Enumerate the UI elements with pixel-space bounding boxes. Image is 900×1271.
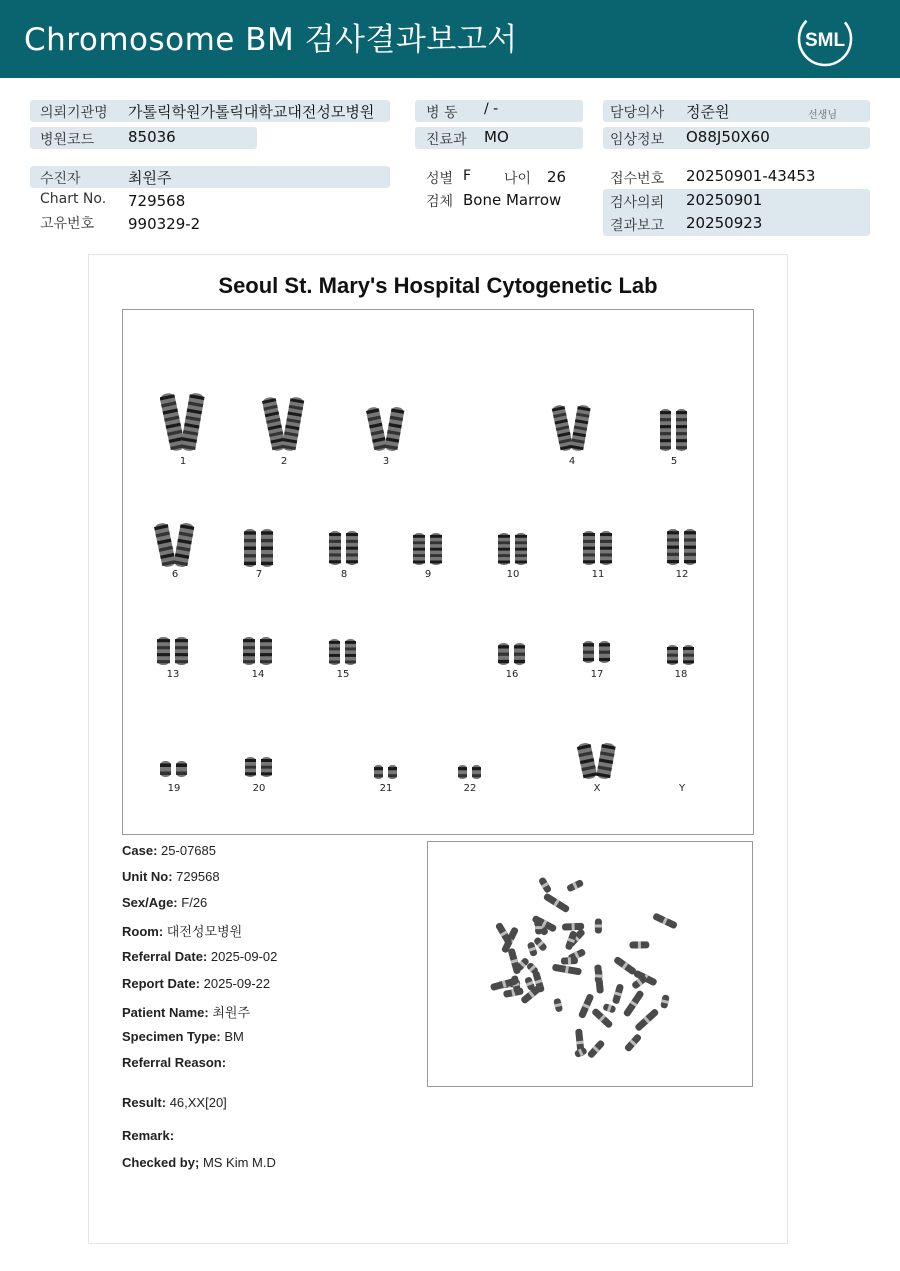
case-row: [122, 843, 216, 858]
unit-row: [122, 869, 220, 884]
chromosome-pair-7: [239, 526, 279, 570]
unit-label: Unit No:: [122, 869, 173, 884]
referral-reason-row: [122, 1055, 226, 1070]
chromosome-label-12: 12: [675, 569, 689, 580]
chromosome-pair-13: [152, 634, 194, 668]
doctor-label: 담당의사: [610, 105, 665, 121]
patient-name-value: 최원주: [212, 1005, 251, 1020]
chromosome-label-19: 19: [167, 783, 181, 794]
chromosome-label-5: 5: [670, 456, 678, 467]
cytogenetic-report: [88, 254, 788, 1244]
page-title: Chromosome BM 검사결과보고서: [24, 22, 518, 58]
ward-label: 병 동: [426, 105, 458, 121]
dept-value: MO: [484, 128, 509, 146]
id-label: 고유번호: [40, 216, 95, 232]
sml-logo: [796, 10, 854, 68]
chromosome-pair-22: [453, 762, 487, 782]
chromosome-label-7: 7: [255, 569, 263, 580]
specimen-type-label: Specimen Type:: [122, 1029, 221, 1044]
room-value: 대전성모병원: [166, 924, 243, 939]
chromosome-pair-3: [365, 404, 407, 454]
lab-title: Seoul St. Mary's Hospital Cytogenetic Lab: [218, 273, 658, 298]
receipt-label: 접수번호: [610, 171, 665, 187]
sexage-label: Sex/Age:: [122, 895, 178, 910]
patient-name-label: Patient Name:: [122, 1005, 209, 1020]
chromosome-label-9: 9: [424, 569, 432, 580]
result-value: 46,XX[20]: [169, 1095, 227, 1110]
request-label: 검사의뢰: [610, 195, 665, 211]
age-label: 나이: [504, 171, 532, 187]
karyotype-panel: [122, 309, 754, 835]
metaphase-image: [427, 841, 753, 1087]
chromosome-pair-x: [575, 740, 619, 782]
specimen-type-row: [122, 1029, 244, 1044]
chromosome-label-6: 6: [171, 569, 179, 580]
chromosome-label-22: 22: [463, 783, 477, 794]
chromosome-pair-18: [662, 642, 700, 668]
report-value: 20250923: [686, 214, 763, 232]
referral-reason-label: Referral Reason:: [122, 1055, 227, 1070]
chromosome-label-8: 8: [340, 569, 348, 580]
chromosome-label-3: 3: [382, 456, 390, 467]
remark-row: [122, 1128, 174, 1143]
patient-name-row: [122, 1002, 250, 1021]
result-row: [122, 1095, 227, 1110]
report-date-label: Report Date:: [122, 976, 201, 991]
chromosome-label-11: 11: [591, 569, 605, 580]
institution-label: 의뢰기관명: [40, 105, 108, 121]
patient-bar: [30, 166, 390, 188]
chromosome-label-18: 18: [674, 669, 688, 680]
checked-row: [122, 1155, 276, 1170]
chart-value: 729568: [128, 192, 186, 210]
chromosome-pair-17: [578, 638, 616, 666]
sexage-row: [122, 895, 207, 910]
chromosome-pair-1: [160, 390, 206, 454]
patient-label: 수진자: [40, 171, 81, 187]
chromosome-pair-21: [369, 762, 403, 782]
ward-value: / -: [484, 101, 499, 117]
doctor-suffix: 선생님: [808, 110, 837, 121]
sexage-value: F/26: [181, 895, 208, 910]
receipt-value: 20250901-43453: [686, 167, 816, 185]
institution-value: 가톨릭학원가톨릭대학교대전성모병원: [128, 103, 375, 121]
case-value: 25-07685: [161, 843, 216, 858]
report-label: 결과보고: [610, 218, 665, 234]
chromosome-label-4: 4: [568, 456, 576, 467]
metaphase-spread: [428, 842, 752, 1086]
hospital-code-value: 85036: [128, 128, 176, 146]
chromosome-pair-10: [493, 530, 533, 568]
case-label: Case:: [122, 843, 158, 858]
chromosome-label-20: 20: [252, 783, 266, 794]
remark-label: Remark:: [122, 1128, 175, 1143]
chromosome-label-14: 14: [251, 669, 265, 680]
sex-value: F: [463, 168, 472, 184]
sex-label: 성별: [426, 171, 454, 187]
chromosome-pair-14: [238, 634, 278, 668]
room-row: [122, 921, 242, 940]
dept-label: 진료과: [426, 132, 467, 148]
chromosome-label-x: X: [593, 783, 601, 794]
chromosome-pair-12: [662, 526, 702, 568]
chromosome-pair-19: [155, 758, 193, 780]
report-header: [0, 0, 900, 78]
chromosome-label-y: Y: [678, 783, 686, 794]
chromosome-pair-6: [153, 520, 197, 570]
age-value: 26: [547, 168, 567, 186]
chromosome-pair-8: [324, 528, 364, 568]
chromosome-label-15: 15: [336, 669, 350, 680]
chromosome-label-17: 17: [590, 669, 604, 680]
doctor-value: 정준원: [686, 103, 730, 121]
clinical-label: 임상정보: [610, 132, 665, 148]
referral-date-value: 2025-09-02: [210, 949, 278, 964]
chromosome-pair-16: [493, 640, 531, 668]
checked-label: Checked by;: [122, 1155, 200, 1170]
unit-value: 729568: [176, 869, 220, 884]
chromosome-pair-11: [578, 528, 618, 568]
referral-date-label: Referral Date:: [122, 949, 208, 964]
clinical-value: O88J50X60: [686, 128, 770, 146]
id-value: 990329-2: [128, 215, 201, 233]
referral-date-row: [122, 949, 277, 964]
checked-value: MS Kim M.D: [202, 1155, 276, 1170]
chromosome-label-21: 21: [379, 783, 393, 794]
report-date-row: [122, 976, 270, 991]
chromosome-pair-4: [551, 402, 593, 454]
specimen-label: 검체: [426, 194, 454, 210]
specimen-value: Bone Marrow: [463, 191, 562, 209]
patient-value: 최원주: [128, 169, 172, 187]
report-date-value: 2025-09-22: [203, 976, 271, 991]
chromosome-pair-15: [324, 636, 362, 668]
room-label: Room:: [122, 924, 164, 939]
result-label: Result:: [122, 1095, 167, 1110]
chromosome-pair-2: [262, 394, 306, 454]
request-value: 20250901: [686, 191, 763, 209]
hospital-code-label: 병원코드: [40, 132, 95, 148]
specimen-type-value: BM: [224, 1029, 244, 1044]
logo-text: SML: [804, 30, 846, 51]
chromosome-pair-9: [408, 530, 448, 568]
chromosome-label-2: 2: [280, 456, 288, 467]
chromosome-label-10: 10: [506, 569, 520, 580]
chromosome-pair-5: [655, 406, 693, 454]
chromosome-label-16: 16: [505, 669, 519, 680]
chromosome-pair-20: [240, 754, 278, 780]
chromosome-label-13: 13: [166, 669, 180, 680]
chart-label: Chart No.: [40, 191, 107, 207]
chromosome-label-1: 1: [179, 456, 187, 467]
